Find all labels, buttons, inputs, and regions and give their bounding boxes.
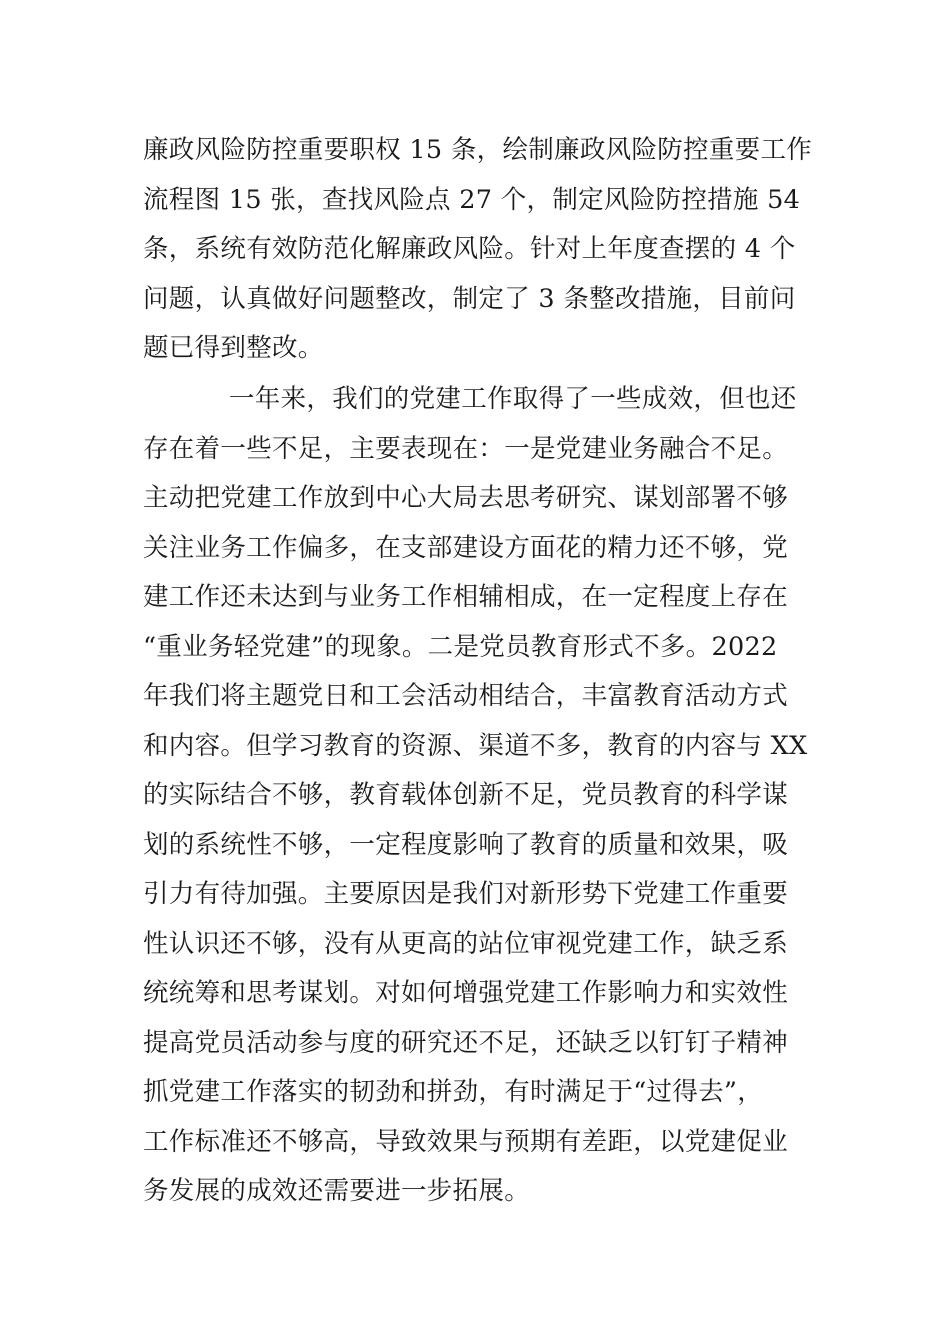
- text-line: 流程图 15 张，查找风险点 27 个，制定风险防控措施 54: [143, 184, 801, 215]
- text-line: 提高党员活动参与度的研究还不足，还缺乏以钉钉子精神: [143, 1027, 789, 1058]
- text-line: 题已得到整改。: [143, 333, 324, 363]
- text-line: 一年来，我们的党建工作取得了一些成效，但也还: [229, 384, 797, 414]
- text-line: 条，系统有效防范化解廉政风险。针对上年度查摆的 4 个: [143, 234, 796, 264]
- text-line: 引力有待加强。主要原因是我们对新形势下党建工作重要: [143, 879, 789, 909]
- text-line: 年我们将主题党日和工会活动相结合，丰富教育活动方式: [143, 681, 789, 711]
- text-line: 和内容。但学习教育的资源、渠道不多，教育的内容与 XX: [143, 730, 808, 761]
- text-line: 抓党建工作落实的韧劲和拼劲，有时满足于“过得去”，: [143, 1077, 764, 1107]
- paragraph-shortcomings: [143, 375, 813, 1217]
- text-line: 问题，认真做好问题整改，制定了 3 条整改措施，目前问: [143, 283, 796, 314]
- paragraph-risk-control: [143, 126, 813, 374]
- text-line: 主动把党建工作放到中心大局去思考研究、谋划部署不够: [143, 483, 789, 513]
- text-line: 建工作还未达到与业务工作相辅相成，在一定程度上存在: [143, 582, 789, 612]
- text-line: 工作标准还不够高，导致效果与预期有差距，以党建促业: [143, 1126, 789, 1157]
- text-line: 务发展的成效还需要进一步拓展。: [143, 1176, 531, 1206]
- text-line: 性认识还不够，没有从更高的站位审视党建工作，缺乏系: [143, 928, 789, 959]
- text-line: 统统筹和思考谋划。对如何增强党建工作影响力和实效性: [143, 978, 789, 1008]
- text-line: 存在着一些不足，主要表现在：一是党建业务融合不足。: [143, 433, 789, 464]
- text-line: 关注业务工作偏多，在支部建设方面花的精力还不够，党: [143, 532, 789, 563]
- text-line: “重业务轻党建”的现象。二是党员教育形式不多。2022: [143, 631, 778, 662]
- text-line: 廉政风险防控重要职权 15 条，绘制廉政风险防控重要工作: [143, 135, 813, 165]
- text-line: 划的系统性不够，一定程度影响了教育的质量和效果，吸: [143, 829, 789, 860]
- text-line: 的实际结合不够，教育载体创新不足，党员教育的科学谋: [143, 780, 789, 810]
